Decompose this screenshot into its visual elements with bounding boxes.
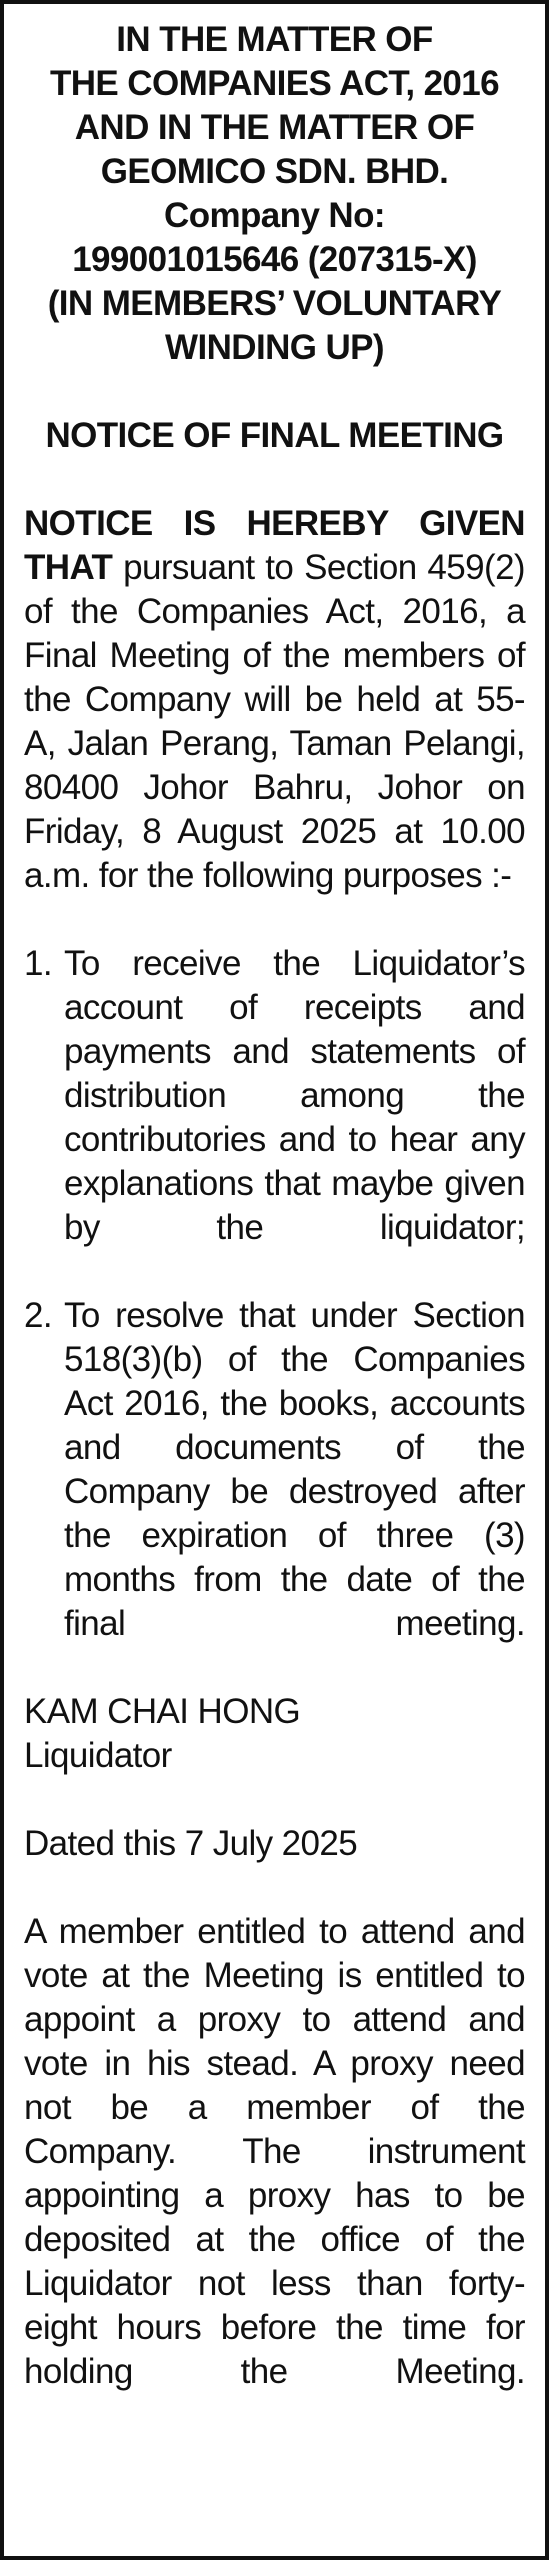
purpose-item <box>24 942 525 1250</box>
purpose-text: To receive the Liquidator’s account of receipts and payments and statements of distribution among the contributories and to hear any explanations that maybe given by the liquidator; <box>64 944 525 1247</box>
signatory-block <box>24 1690 525 1778</box>
heading-line-7: (IN MEMBERS’ VOLUNTARY <box>47 284 502 323</box>
signatory-name: KAM CHAI HONG <box>24 1692 301 1731</box>
purpose-text: To resolve that under Section 518(3)(b) of the Companies Act 2016, the books, accounts and documents of the Company be destroyed after the expiration of three (3) months from the date of the final meeting. <box>64 1296 525 1643</box>
purpose-item <box>24 1294 525 1646</box>
purpose-number: 2. <box>24 1296 52 1335</box>
notice-title: NOTICE OF FINAL MEETING <box>45 416 504 455</box>
dated-line: Dated this 7 July 2025 <box>24 1824 358 1863</box>
intro-body: pursuant to Section 459(2) of the Companies Act, 2016, a Final Meeting of the members of the Company will be held at 55-A, Jalan Perang, Taman Pelangi, 80400 Johor Bahru, Johor on Friday, 8 August 2025 at 10.00 a.m. for the following purposes :- <box>24 548 525 895</box>
heading-line-3: AND IN THE MATTER OF <box>74 108 475 147</box>
heading-line-2: THE COMPANIES ACT, 2016 <box>49 64 500 103</box>
heading-line-6: 199001015646 (207315-X) <box>72 240 477 279</box>
purposes-list <box>24 942 525 1646</box>
proxy-note: A member entitled to attend and vote at the Meeting is entitled to appoint a proxy to attend and vote in his stead. A proxy need not be a member of the Company. The instrument appointing a proxy has to be deposited at the office of the Liquidator not less than forty-eight hours before the time for holding the Meeting. <box>24 1912 525 2391</box>
notice-heading <box>24 18 525 370</box>
signatory-role: Liquidator <box>24 1736 172 1775</box>
heading-line-4: GEOMICO SDN. BHD. <box>100 152 449 191</box>
heading-line-1: IN THE MATTER OF <box>116 20 433 59</box>
heading-line-8: WINDING UP) <box>165 328 384 367</box>
heading-line-5: Company No: <box>164 196 385 235</box>
intro-paragraph <box>24 502 525 898</box>
purpose-number: 1. <box>24 944 52 983</box>
intro-lead: NOTICE IS HEREBY GIVEN THAT <box>24 504 525 587</box>
